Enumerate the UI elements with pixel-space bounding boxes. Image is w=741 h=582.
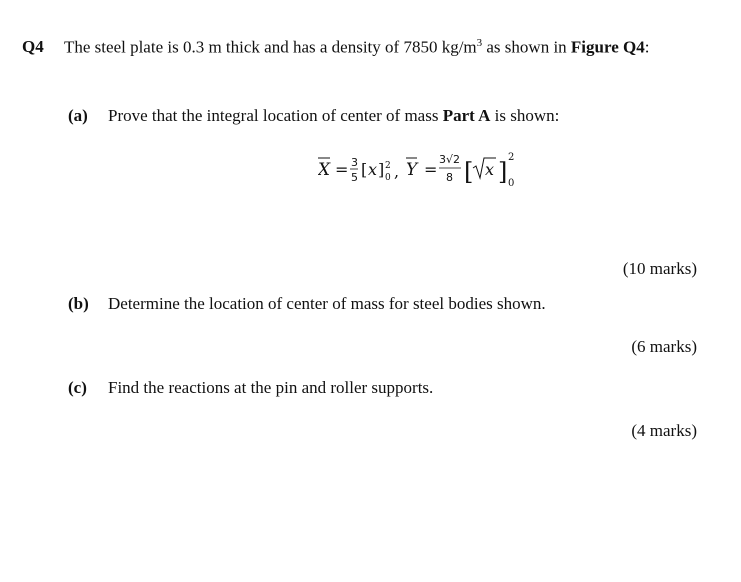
figure-reference: Figure Q4 bbox=[570, 37, 645, 57]
frac2-denominator: 8 bbox=[446, 171, 453, 184]
equals-sign-1: = bbox=[335, 160, 349, 179]
bracket1-close: ] bbox=[378, 160, 385, 179]
question-text-prefix: The steel plate is 0.3 m thick and has a density of 7850 kg/m bbox=[64, 37, 477, 57]
part-a-text-prefix: Prove that the integral location of center of mass bbox=[108, 106, 443, 125]
bracket2-open: [ bbox=[464, 158, 474, 186]
part-b-label: (b) bbox=[68, 294, 89, 313]
equals-sign-2: = bbox=[424, 160, 438, 179]
part-c-text: Find the reactions at the pin and roller supports. bbox=[108, 378, 434, 397]
part-a-marks: (10 marks) bbox=[622, 259, 697, 278]
question-superscript: 3 bbox=[476, 37, 483, 49]
equation-comma: , bbox=[394, 162, 400, 181]
center-of-mass-equation bbox=[318, 146, 578, 200]
question-number: Q4 bbox=[22, 37, 44, 56]
bracket2-close: ] bbox=[498, 158, 508, 186]
part-c-label: (c) bbox=[68, 378, 87, 397]
bracket2-upper-limit: 2 bbox=[508, 152, 515, 163]
question-text-middle: as shown in bbox=[482, 37, 571, 57]
bracket1-lower-limit: 0 bbox=[385, 173, 391, 183]
frac1-denominator: 5 bbox=[351, 171, 358, 184]
part-a-bold-text: Part A bbox=[442, 106, 491, 125]
equation-svg bbox=[318, 146, 578, 200]
part-a-label: (a) bbox=[68, 106, 88, 125]
part-a-text bbox=[108, 106, 559, 126]
part-c-marks: (4 marks) bbox=[631, 421, 697, 440]
part-b-marks: (6 marks) bbox=[631, 337, 697, 356]
frac2-numerator: 3√2 bbox=[439, 153, 461, 166]
part-b-text: Determine the location of center of mass for steel bodies shown. bbox=[108, 294, 546, 313]
bracket1-variable: x bbox=[368, 160, 378, 179]
question-text bbox=[64, 37, 649, 58]
bracket2-variable: x bbox=[485, 160, 495, 179]
xbar-symbol: X bbox=[318, 160, 331, 180]
ybar-symbol: Y bbox=[406, 160, 418, 180]
bracket2-lower-limit: 0 bbox=[508, 178, 515, 189]
frac1-numerator: 3 bbox=[351, 156, 358, 169]
bracket1-upper-limit: 2 bbox=[385, 161, 391, 171]
question-text-suffix: : bbox=[644, 37, 650, 57]
bracket1-open: [ bbox=[361, 160, 368, 179]
part-a-text-suffix: is shown: bbox=[490, 106, 560, 125]
